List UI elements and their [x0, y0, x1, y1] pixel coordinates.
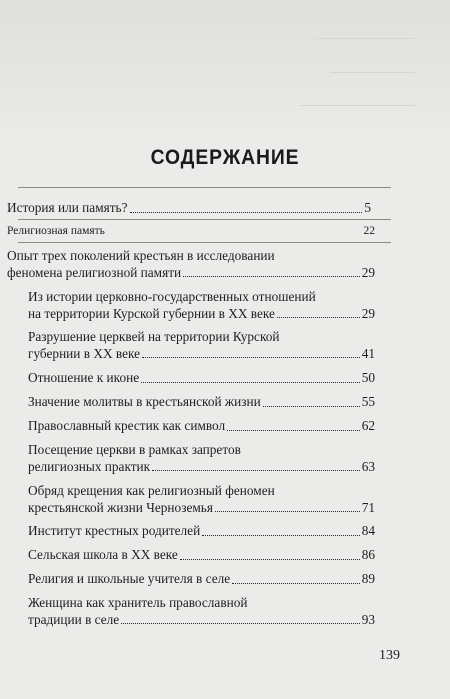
toc-entry-page: 22: [363, 225, 375, 237]
leader-dots: [232, 582, 360, 584]
toc-entry-title: Православный крестик как символ: [28, 418, 226, 433]
toc-entry-page: 86: [361, 547, 375, 562]
toc-entry-page: 29: [361, 264, 375, 280]
toc-entry: [28, 595, 375, 628]
toc-entry: [28, 394, 375, 411]
divider: [18, 219, 391, 220]
toc-entry-title-line: феномена религиозной памяти: [7, 264, 182, 280]
toc-entry: [28, 523, 375, 540]
toc-entry: [7, 223, 375, 240]
toc-entry-page: 93: [361, 611, 375, 627]
toc-entry-page: 41: [361, 345, 375, 361]
toc-entry-title: Институт крестных родителей: [28, 523, 201, 538]
toc-entry: [28, 442, 375, 475]
leader-dots: [121, 622, 360, 624]
top-rule: [18, 187, 391, 188]
toc-entry-page: 50: [361, 370, 375, 385]
divider: [18, 242, 391, 243]
toc-entry-title: Сельская школа в XX веке: [28, 547, 178, 562]
toc-entry: [28, 483, 375, 516]
toc-entry: [7, 248, 375, 281]
leader-dots: [277, 316, 360, 318]
page-title: СОДЕРЖАНИЕ: [150, 146, 300, 169]
toc-entry-title: Религия и школьные учителя в селе: [28, 571, 231, 586]
toc-entry-page: 89: [361, 571, 375, 586]
toc-entry: [28, 571, 375, 588]
leader-dots: [215, 510, 360, 512]
toc-entry-title: История или память?: [7, 200, 128, 215]
toc-entry-page: 63: [361, 458, 375, 474]
toc-entry-title: Религиозная память: [7, 225, 105, 237]
leader-dots: [227, 429, 360, 431]
toc-entry-page: 71: [361, 499, 375, 515]
toc-entry-page: 29: [361, 305, 375, 321]
toc-entry-page: 62: [361, 418, 375, 433]
toc-entry-page: 55: [361, 394, 375, 409]
toc-entry-title-line: традиции в селе: [28, 611, 120, 627]
toc-entry-title-line: Разрушение церквей на территории Курской: [28, 329, 280, 344]
toc-entry: [28, 329, 375, 362]
toc-entry: [28, 289, 375, 322]
leader-dots: [142, 356, 360, 358]
toc-entry-page: 84: [361, 523, 375, 538]
leader-dots: [183, 275, 360, 277]
leader-dots: [152, 469, 360, 471]
toc-entry-title-line: Опыт трех поколений крестьян в исследовании: [7, 248, 275, 263]
toc-entry-title-line: на территории Курской губернии в XX веке: [28, 305, 275, 321]
toc-entry-title-line: Из истории церковно-государственных отношений: [28, 289, 316, 304]
leader-dots: [263, 405, 360, 407]
toc-entry: [28, 418, 375, 435]
toc-entry-title-line: губернии в XX веке: [28, 345, 141, 361]
bleed-through-text: [0, 0, 450, 140]
page-number: 139: [379, 648, 400, 663]
toc-entry-title-line: религиозных практик: [28, 458, 151, 474]
toc-entry-title: Значение молитвы в крестьянской жизни: [28, 394, 261, 409]
leader-dots: [130, 211, 363, 213]
toc-entry: [7, 200, 371, 217]
toc-entry-title-line: Обряд крещения как религиозный феномен: [28, 483, 275, 498]
toc-entry-page: 5: [364, 200, 371, 215]
toc-entry: [28, 370, 375, 387]
toc-entry-title-line: Женщина как хранитель православной: [28, 595, 248, 610]
leader-dots: [180, 558, 360, 560]
leader-dots: [202, 534, 359, 536]
toc-entry-title: Отношение к иконе: [28, 370, 140, 385]
toc-entry-title-line: Посещение церкви в рамках запретов: [28, 442, 241, 457]
leader-dots: [141, 381, 360, 383]
toc-entry: [28, 547, 375, 564]
toc-entry-title-line: крестьянской жизни Черноземья: [28, 499, 213, 515]
